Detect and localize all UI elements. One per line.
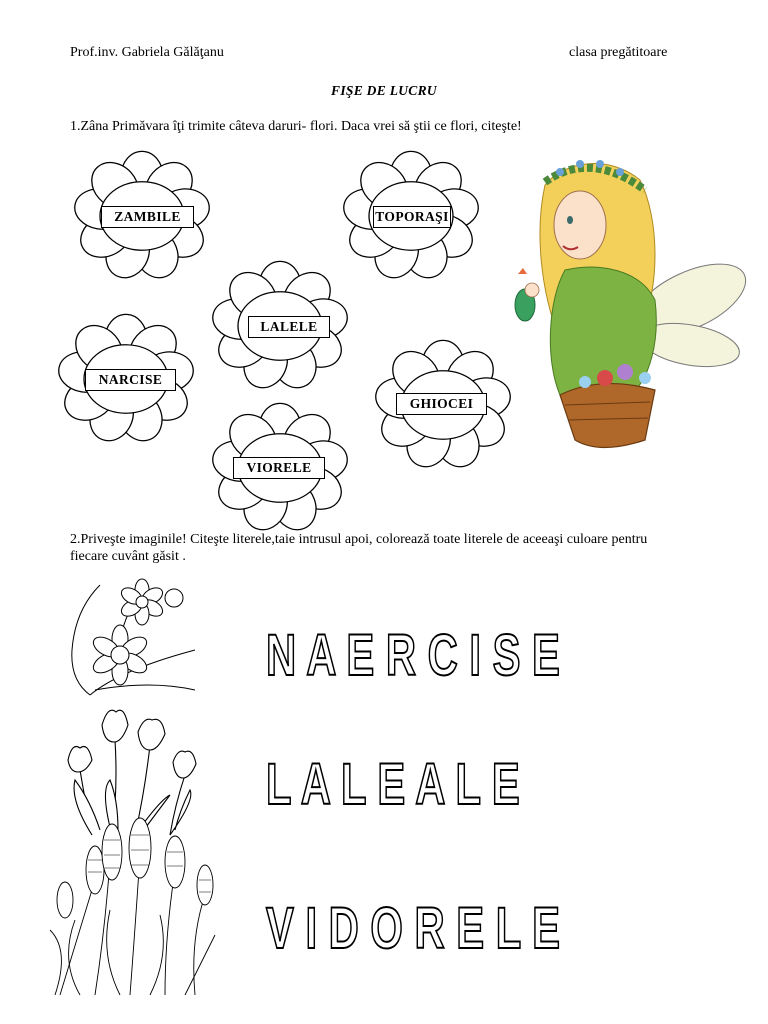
scrambled-word-viorele: V I D O R E L E <box>266 896 560 961</box>
flower-label-zambile: ZAMBILE <box>101 206 194 228</box>
page-title: FIŞE DE LUCRU <box>331 83 437 98</box>
flower-label-toporasi: TOPORAŞI <box>373 206 451 228</box>
hyacinth-drawing <box>50 818 215 995</box>
task1-instruction: 1.Zâna Primăvara îţi trimite câteva daruri- flori. Daca vrei să ştii ce flori, citeşte! <box>70 119 522 134</box>
scrambled-word-lalele: L A L E A L E <box>266 752 520 817</box>
teacher-name: Prof.inv. Gabriela Gălăţanu <box>70 45 224 60</box>
class-level: clasa pregătitoare <box>569 45 668 60</box>
task2-instruction-line1: 2.Priveşte imaginile! Citeşte literele,taie intrusul apoi, colorează toate literele de aceeaşi culoare pentru <box>70 532 648 547</box>
task2-instruction-line2: fiecare cuvânt găsit . <box>70 549 186 564</box>
scrambled-word-narcise: N A E R C I S E <box>266 623 560 688</box>
daffodil-drawing <box>72 579 195 695</box>
flower-label-lalele: LALELE <box>248 316 330 338</box>
flower-label-narcise: NARCISE <box>85 369 176 391</box>
flower-label-ghiocei: GHIOCEI <box>396 393 487 415</box>
tulip-drawing <box>68 710 196 835</box>
flower-label-viorele: VIORELE <box>233 457 325 479</box>
fairy-illustration <box>515 160 756 448</box>
